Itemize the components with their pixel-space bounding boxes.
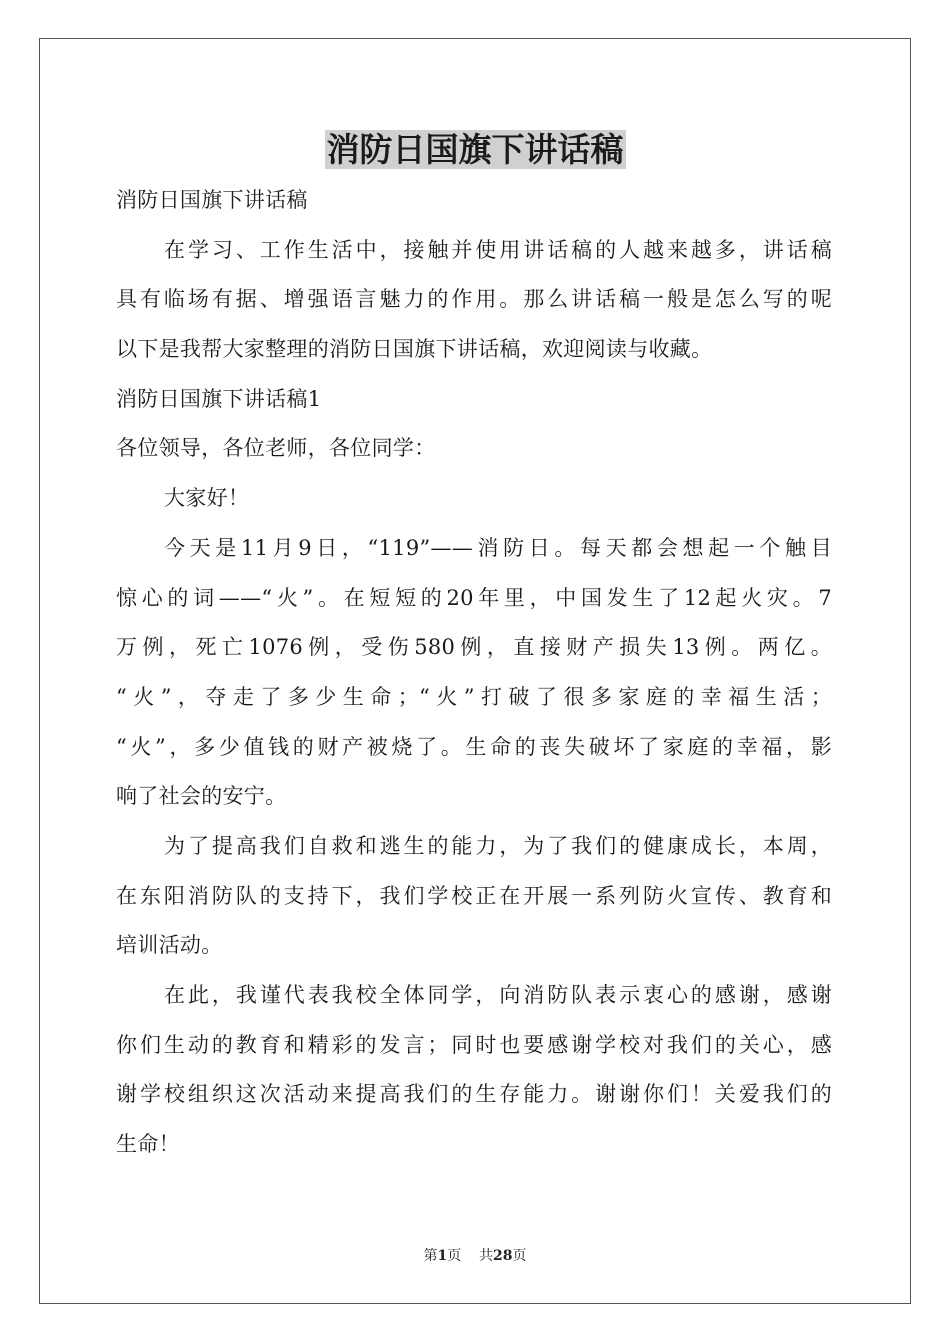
subtitle-line: 消防日国旗下讲话稿 — [116, 188, 308, 212]
paragraph-line: 在学习、工作生活中，接触并使用讲话稿的人越来越多，讲话稿 — [164, 238, 832, 262]
paragraph-line: 你们生动的教育和精彩的发言；同时也要感谢学校对我们的关心，感 — [116, 1033, 832, 1057]
page-suffix: 页 — [447, 1248, 462, 1264]
document-title-text: 消防日国旗下讲话稿 — [326, 130, 624, 169]
paragraph-line: 为了提高我们自救和逃生的能力，为了我们的健康成长，本周， — [164, 834, 832, 858]
paragraph-line: 惊心的词——“火”。在短短的20年里，中国发生了12起火灾。7 — [116, 586, 832, 610]
paragraph-line: 生命！ — [116, 1132, 180, 1156]
paragraph-line: 谢学校组织这次活动来提高我们的生存能力。谢谢你们！关爱我们的 — [116, 1082, 832, 1106]
paragraph-line: 今天是11月9日，“119”——消防日。每天都会想起一个触目 — [164, 536, 832, 560]
paragraph-line: 在东阳消防队的支持下，我们学校正在开展一系列防火宣传、教育和 — [116, 884, 832, 908]
total-prefix: 共 — [479, 1248, 494, 1264]
salutation-line: 各位领导，各位老师，各位同学： — [116, 436, 436, 460]
page-prefix: 第 — [423, 1248, 438, 1264]
document-title — [0, 128, 950, 172]
paragraph-line: 培训活动。 — [116, 933, 223, 957]
section-heading: 消防日国旗下讲话稿1 — [116, 387, 322, 411]
total-page-count: 28 — [493, 1248, 513, 1264]
paragraph-line: 万例，死亡1076例，受伤580例，直接财产损失13例。两亿。 — [116, 635, 832, 659]
paragraph-line: “火”，夺走了多少生命；“火”打破了很多家庭的幸福生活； — [116, 685, 832, 709]
page-border — [39, 38, 911, 1304]
page-footer — [0, 1246, 950, 1266]
total-suffix: 页 — [512, 1248, 527, 1264]
paragraph-line: 具有临场有据、增强语言魅力的作用。那么讲话稿一般是怎么写的呢 — [116, 287, 832, 311]
paragraph-line: 响了社会的安宁。 — [116, 784, 287, 808]
paragraph-line: 以下是我帮大家整理的消防日国旗下讲话稿，欢迎阅读与收藏。 — [116, 337, 713, 361]
current-page-number: 1 — [437, 1248, 448, 1264]
greeting-line: 大家好！ — [164, 486, 250, 510]
paragraph-line: 在此，我谨代表我校全体同学，向消防队表示衷心的感谢，感谢 — [164, 983, 832, 1007]
paragraph-line: “火”，多少值钱的财产被烧了。生命的丧失破坏了家庭的幸福，影 — [116, 735, 832, 759]
